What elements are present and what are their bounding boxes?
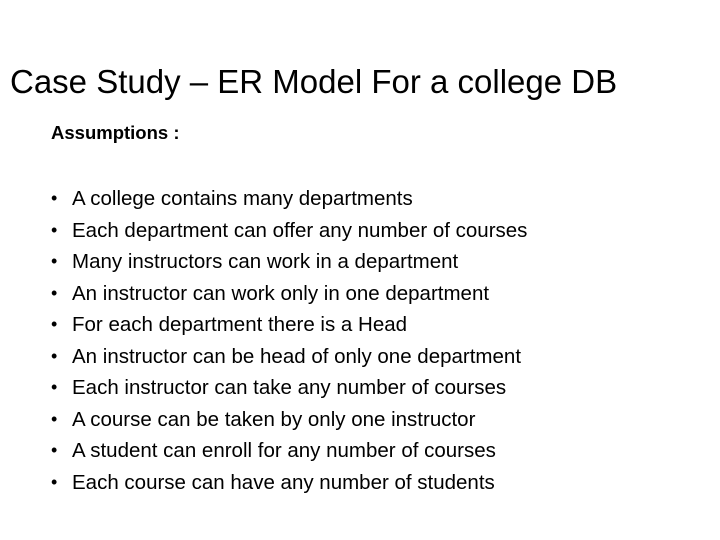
bullet-icon: • xyxy=(51,471,58,492)
bullet-icon: • xyxy=(51,282,58,303)
bullet-icon: • xyxy=(51,314,58,334)
assumption-item xyxy=(51,341,691,373)
slide-content xyxy=(51,120,691,498)
bullet-icon: • xyxy=(51,408,58,429)
assumption-item xyxy=(51,404,691,436)
slide-title: Case Study – ER Model For a college DB xyxy=(10,63,618,100)
assumption-item xyxy=(51,372,691,404)
bullet-icon: • xyxy=(51,188,58,208)
assumption-text: An instructor can work only in one department xyxy=(72,281,490,305)
bullet-icon: • xyxy=(51,377,58,397)
assumption-text: Each department can offer any number of courses xyxy=(72,218,528,242)
bullet-icon: • xyxy=(51,219,58,240)
assumptions-list xyxy=(51,183,691,498)
assumption-item xyxy=(51,435,691,467)
assumption-text: Each instructor can take any number of courses xyxy=(72,376,507,399)
assumptions-heading: Assumptions : xyxy=(51,122,180,143)
assumption-item xyxy=(51,467,691,499)
bullet-icon: • xyxy=(51,440,58,460)
assumption-item xyxy=(51,278,691,310)
assumption-text: A college contains many departments xyxy=(72,187,413,210)
assumption-text: A course can be taken by only one instructor xyxy=(72,407,476,431)
assumption-item xyxy=(51,246,691,278)
assumption-item xyxy=(51,215,691,247)
assumption-item xyxy=(51,183,691,215)
assumption-text: Each course can have any number of students xyxy=(72,470,495,494)
bullet-icon: • xyxy=(51,345,58,366)
assumption-text: An instructor can be head of only one department xyxy=(72,344,522,368)
bullet-icon: • xyxy=(51,251,58,271)
assumption-text: For each department there is a Head xyxy=(72,313,408,336)
assumption-text: A student can enroll for any number of courses xyxy=(72,439,496,462)
assumption-text: Many instructors can work in a department xyxy=(72,250,459,273)
assumption-item xyxy=(51,309,691,341)
